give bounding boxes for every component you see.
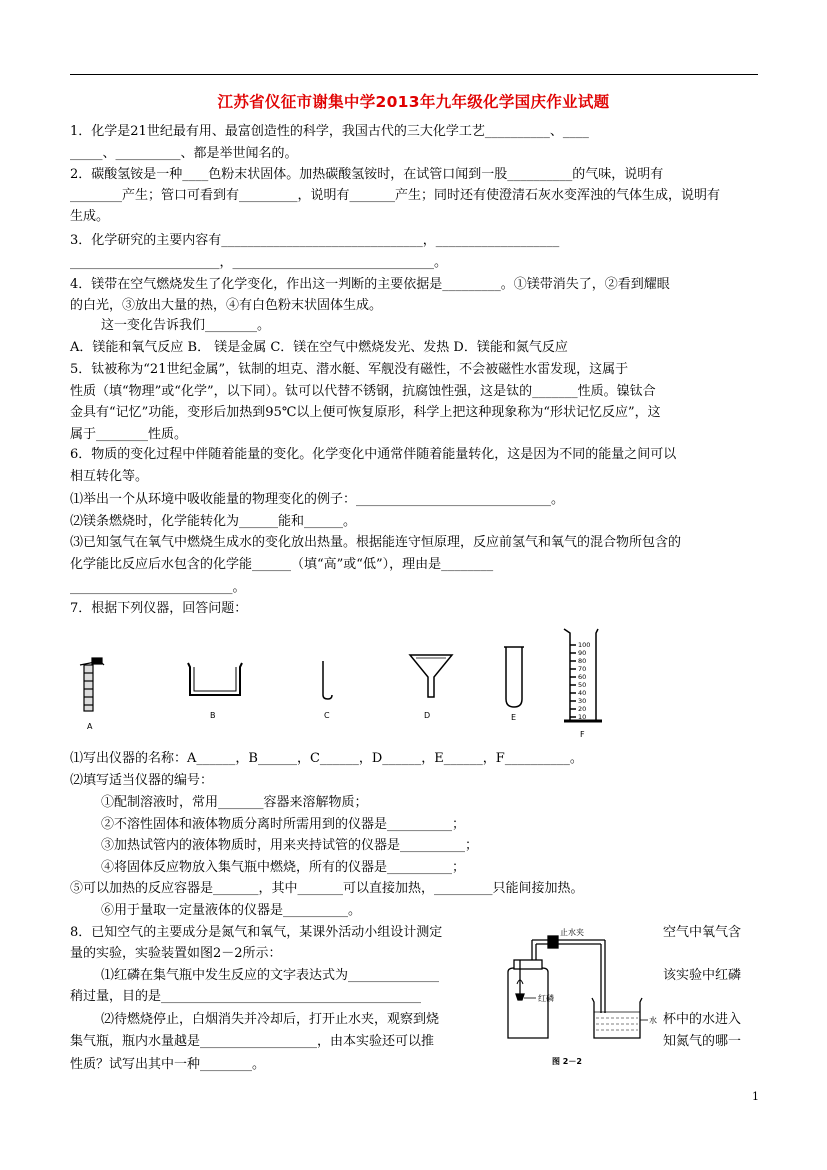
text-line: ________产生；管口可看到有_________，说明有_______产生；同时还有使澄清石灰水变浑浊的气体生成，说明有 [70, 188, 721, 203]
funnel-icon [410, 655, 452, 697]
text-line: 5．钛被称为“21世纪金属”，钛制的坦克、潜水艇、军舰没有磁性，不会被磁性水雷发现，这属于 [70, 362, 629, 377]
scale-label: 80 [578, 657, 587, 665]
text-line: 知氮气的哪一 [663, 1034, 742, 1049]
text-line: 2．碳酸氢铵是一种____色粉末状固体。加热碳酸氢铵时，在试管口闻到一股__________的气味，说明有 [70, 167, 664, 182]
text-line: 该实验中红磷 [663, 968, 742, 983]
text-line: ⑵填写适当仪器的编号： [70, 773, 214, 788]
text-line: 4．镁带在空气燃烧发生了化学变化，作出这一判断的主要依据是_________。①镁带消失了，②看到耀眼 [70, 277, 670, 292]
page-number: 1 [752, 1090, 759, 1103]
scale-label: 50 [578, 681, 587, 689]
figure-label-d: D [424, 711, 431, 720]
clamp-label: 止水夹 [560, 928, 584, 937]
text-line: ⑵镁条燃烧时，化学能转化为______能和______。 [70, 514, 357, 529]
text-line: 空气中氧气含 [663, 925, 742, 940]
text-line: 生成。 [70, 209, 110, 224]
test-tube-clamp-icon [80, 658, 104, 711]
figure-label-b: B [210, 711, 216, 720]
text-line: 性质（填“物理”或“化学”，以下同）。钛可以代替不锈钢，抗腐蚀性强，这是钛的_______性质。镍钛合 [70, 384, 656, 399]
text-line: ⑥用于量取一定量液体的仪器是__________。 [101, 903, 362, 918]
text-line: ①配制溶液时，常用_______容器来溶解物质； [101, 795, 368, 810]
text-line: _______________________，_______________________________。 [70, 255, 447, 270]
header-rule [70, 74, 758, 75]
scale-label: 90 [578, 649, 587, 657]
figure-label-a: A [87, 722, 93, 731]
text-line: 8．已知空气的主要成分是氮气和氧气，某课外活动小组设计测定 [70, 925, 443, 940]
text-line: 属于________性质。 [70, 427, 188, 442]
text-line: ⑴举出一个从环境中吸收能量的物理变化的例子：______________________________。 [70, 492, 565, 507]
text-line: _____、__________、都是举世闻名的。 [70, 146, 298, 161]
text-line: ⑴红磷在集气瓶中发生反应的文字表达式为______________ [101, 968, 440, 983]
scale-label: 10 [578, 713, 587, 721]
text-line: 化学能比反应后水包含的化学能______（填“高”或“低”），理由是________ [70, 557, 494, 572]
text-line: ④将固体反应物放入集气瓶中燃烧，所有的仪器是__________； [101, 860, 466, 875]
document-title: 江苏省仪征市谢集中学2013年九年级化学国庆作业试题 [217, 93, 610, 111]
scale-label: 30 [578, 697, 587, 705]
text-line: 量的实验，实验装置如图2－2所示： [70, 946, 282, 961]
gas-jar-icon [508, 968, 548, 1038]
text-line: ⑤可以加热的反应容器是_______，其中_______可以直接加热，_________只能间接加热。 [70, 881, 584, 896]
text-line: 集气瓶，瓶内水量越是__________________，由本实验还可以推 [70, 1034, 435, 1049]
test-tube-icon [504, 647, 524, 707]
text-line: 这一变化告诉我们________。 [101, 318, 271, 333]
phosphorus-label: 红磷 [538, 994, 554, 1003]
water-label: 水 [649, 1016, 657, 1025]
scale-label: 20 [578, 705, 587, 713]
scale-label: 70 [578, 665, 587, 673]
text-line: ⑶已知氢气在氧气中燃烧生成水的变化放出热量。根据能连守恒原理，反应前氢气和氧气的混合物所包含的 [70, 535, 682, 550]
scale-label: 40 [578, 689, 587, 697]
text-line: 3．化学研究的主要内容有_______________________________，___________________ [70, 233, 560, 248]
text-line: 性质？试写出其中一种________。 [70, 1057, 266, 1072]
text-line: 的白光，③放出大量的热，④有白色粉末状固体生成。 [70, 298, 383, 313]
text-line: ⑴写出仪器的名称：A______，B______，C______，D______，E______，F__________。 [70, 751, 583, 766]
scale-label: 60 [578, 673, 587, 681]
text-line: 杯中的水进入 [663, 1012, 742, 1027]
figure-label-f: F [580, 730, 585, 739]
clamp-icon [548, 936, 558, 948]
text-line: A．镁能和氧气反应 B． 镁是金属 C．镁在空气中燃烧发光、发热 D．镁能和氮气反应 [70, 340, 568, 355]
text-line: ②不溶性固体和液体物质分离时所需用到的仪器是__________； [101, 817, 466, 832]
text-line: 稍过量，目的是________________________________________ [70, 989, 422, 1004]
beaker-icon [188, 663, 242, 695]
instruments-figure [70, 625, 610, 745]
text-line: 相互转化等。 [70, 469, 149, 484]
text-line: 6．物质的变化过程中伴随着能量的变化。化学变化中通常伴随着能量转化，这是因为不同的能量之间可以 [70, 447, 677, 462]
apparatus-figure [490, 928, 660, 1073]
text-line: 7．根据下列仪器，回答问题： [70, 601, 248, 616]
figure-label-c: C [324, 711, 330, 720]
figure-caption: 图 2－2 [552, 1057, 582, 1066]
figure-label-e: E [511, 713, 517, 722]
text-line: ⑵待燃烧停止，白烟消失并冷却后，打开止水夹，观察到烧 [101, 1012, 440, 1027]
text-line: 1．化学是21世纪最有用、最富创造性的科学，我国古代的三大化学工艺__________、____ [70, 124, 589, 139]
text-line: 金具有“记忆”功能，变形后加热到95℃以上便可恢复原形，科学上把这种现象称为“形状记忆反应”，这 [70, 405, 661, 420]
text-line: ③加热试管内的液体物质时，用来夹持试管的仪器是__________； [101, 838, 479, 853]
scale-label: 100 [578, 641, 591, 649]
text-line: _________________________。 [70, 580, 246, 595]
combustion-spoon-icon [323, 661, 332, 699]
